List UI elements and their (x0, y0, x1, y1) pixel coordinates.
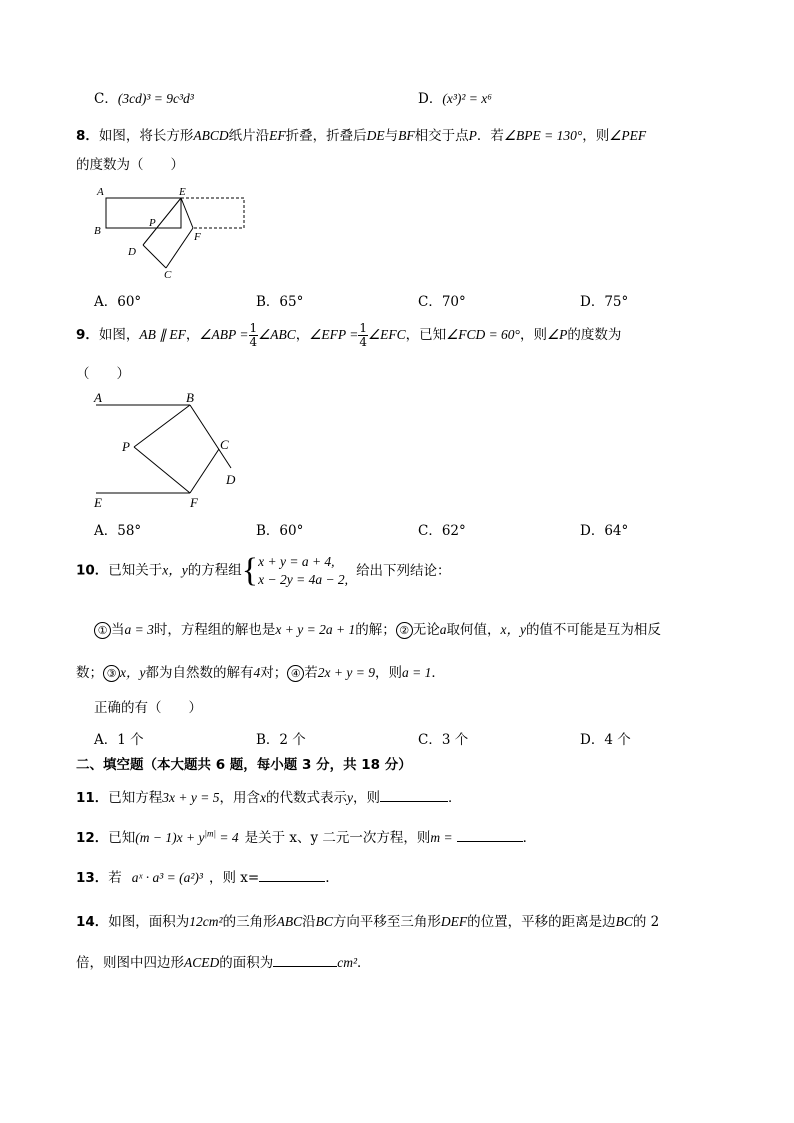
label-f: F (190, 495, 198, 510)
option-label: D． (418, 91, 443, 107)
q8-figure (88, 180, 253, 280)
fraction-one-quarter: $\frac{1}{4}$ (249, 321, 258, 349)
q9-stem-line1 (76, 318, 621, 352)
label-d: D (128, 246, 136, 258)
q9-figure (88, 387, 248, 512)
q9-stem-line2: （ ） (76, 366, 130, 382)
option-label: C． (418, 732, 442, 748)
conclusion-4-marker: ④ (287, 665, 304, 682)
q9-option-b[interactable] (256, 519, 303, 539)
question-number: 13． (76, 870, 109, 886)
segment-dc (143, 245, 166, 268)
stem-var: EF (269, 128, 286, 143)
option-value: 60° (117, 294, 142, 310)
stem-text: ，则 (519, 327, 547, 343)
segment-fc (190, 449, 219, 493)
answer-blank[interactable] (380, 787, 448, 802)
stem-text: 与 (384, 128, 399, 144)
option-value: 70° (441, 294, 466, 310)
stem-var: ABCD (193, 128, 229, 143)
fraction-one-quarter: $\frac{1}{4}$ (359, 321, 367, 349)
conclusion-1-marker: ① (94, 622, 111, 639)
question-number: 10． (76, 562, 109, 579)
q8-stem-line1 (76, 124, 646, 144)
option-value: 75° (604, 294, 629, 310)
option-value: 58° (117, 523, 142, 539)
question-number: 14． (76, 914, 109, 930)
q8-stem-line2: 的度数为（ ） (76, 157, 184, 173)
stem-text: ，已知 (405, 327, 447, 343)
stem-var: P (468, 128, 477, 143)
stem-text: 已知关于 (108, 562, 163, 579)
option-label: C． (418, 294, 442, 310)
label-b: B (186, 390, 194, 405)
q10-option-b[interactable] (256, 728, 306, 748)
rectangle-left-part (106, 198, 181, 228)
q10-conclusions-line1: ① 当a = 3时，方程组的解也是x + y = 2a + 1的解； ② 无论a取何值，x，y的值不可能是互为相反 (94, 618, 661, 639)
answer-blank[interactable] (457, 827, 523, 842)
stem-text: ， (295, 327, 310, 343)
q9-option-d[interactable] (580, 519, 628, 539)
option-value: 4 个 (604, 732, 631, 748)
equation-system (258, 553, 348, 589)
q10-option-c[interactable] (418, 728, 468, 748)
label-p: P (149, 217, 156, 229)
option-value: 64° (604, 523, 629, 539)
option-label: C． (418, 523, 442, 539)
stem-text: 如图，将长方形 (98, 128, 194, 144)
label-e: E (94, 495, 102, 510)
stem-expr: ∠ABP = (199, 327, 249, 342)
fold-line-ef (181, 198, 193, 228)
stem-text: 的度数为 (567, 327, 622, 343)
label-d: D (226, 472, 236, 487)
stem-var: BF (398, 128, 415, 143)
option-label: C． (94, 91, 118, 107)
section-title: 二、填空题（本大题共 6 题，每小题 3 分，共 18 分） (76, 757, 412, 773)
option-label: D． (580, 732, 605, 748)
option-value: 65° (279, 294, 304, 310)
stem-var: DE (366, 128, 385, 143)
q8-option-d[interactable] (580, 290, 628, 310)
label-f: F (194, 231, 201, 243)
system-brace: { (241, 552, 259, 589)
exponent: |m| (204, 828, 216, 839)
q9-option-c[interactable] (418, 519, 466, 539)
q11-stem: 11．已知方程3x + y = 5，用含x的代数式表示y，则 ． (76, 786, 462, 806)
rectangle-dashed-part (181, 198, 244, 228)
q10-option-a[interactable] (94, 728, 144, 748)
option-expression: (x³)² = x⁶ (442, 91, 492, 106)
question-number: 12． (76, 830, 109, 846)
stem-angle: ∠BPE = 130° (503, 128, 583, 143)
option-label: A． (94, 294, 118, 310)
stem-text: 如图， (98, 327, 140, 343)
option-value: 2 个 (279, 732, 306, 748)
stem-text: ， (185, 327, 200, 343)
stem-text: 相交于点 (414, 128, 469, 144)
option-label: B． (256, 732, 280, 748)
label-c: C (164, 269, 172, 280)
q8-option-c[interactable] (418, 290, 466, 310)
answer-blank[interactable] (273, 952, 337, 967)
option-value: 3 个 (441, 732, 469, 748)
label-e: E (179, 186, 186, 198)
option-label: D． (580, 294, 605, 310)
conclusion-2-marker: ② (396, 622, 413, 639)
label-b: B (94, 225, 101, 237)
stem-expr: ∠EFC (367, 327, 406, 342)
stem-text: ．若 (476, 128, 504, 144)
stem-var: x，y (162, 562, 188, 578)
option-value: 62° (441, 523, 466, 539)
q10-option-d[interactable] (580, 728, 631, 748)
segment-pf (134, 447, 190, 493)
equation-1: x + y = a + 4, (258, 554, 335, 569)
q7-option-c (94, 87, 194, 107)
option-label: D． (580, 523, 605, 539)
q12-stem: 12．已知$(m - 1)x + y^{|m|} = 4$ 是关于 x、y 二元一次方程，则m = ． (76, 828, 537, 846)
stem-expr: AB ∥ EF (139, 327, 186, 342)
question-number: 8． (76, 128, 99, 144)
q10-conclusions-line2: 数； ③ x，y都为自然数的解有4对； ④ 若2x + y = 9，则a = 1． (76, 665, 445, 681)
q7-option-d (418, 87, 492, 107)
stem-expr: ∠ABC (258, 327, 296, 342)
conclusion-3-marker: ③ (103, 665, 120, 682)
q9-option-a[interactable] (94, 519, 141, 539)
label-p: P (122, 439, 130, 454)
stem-expr: ∠EFP = (309, 327, 359, 342)
option-label: A． (94, 732, 118, 748)
q8-option-b[interactable] (256, 290, 303, 310)
stem-text: ，则 (582, 128, 610, 144)
label-a: A (97, 186, 104, 198)
label-c: C (220, 437, 229, 452)
stem-expr: ∠P (546, 327, 568, 342)
option-label: A． (94, 523, 118, 539)
q14-stem-line1: 14．如图，面积为12cm²的三角形ABC沿BC方向平移至三角形DEF的位置，平移的距离是边BC的 2 (76, 914, 660, 930)
question-number: 9． (76, 327, 99, 343)
q13-stem: 13．若 aˣ · a³ = (a²)³ ，则 x= . (76, 866, 330, 886)
question-number: 11． (76, 790, 109, 806)
q14-stem-line2: 倍，则图中四边形ACED的面积为 cm²． (76, 951, 371, 971)
option-value: 60° (279, 523, 304, 539)
segment-bp (134, 405, 190, 447)
stem-angle: ∠PEF (609, 128, 647, 143)
answer-blank[interactable] (259, 867, 325, 882)
equation-2: x − 2y = 4a − 2, (258, 572, 349, 587)
label-a: A (94, 390, 102, 405)
q8-option-a[interactable] (94, 290, 141, 310)
option-value: 1 个 (117, 732, 144, 748)
stem-text: 纸片沿 (228, 128, 270, 144)
segment-cf (166, 228, 193, 268)
q10-stem-line1 (76, 553, 451, 589)
option-label: B． (256, 294, 280, 310)
option-label: B． (256, 523, 280, 539)
q10-prompt: 正确的有（ ） (94, 700, 202, 716)
option-expression: (3cd)³ = 9c³d³ (117, 91, 194, 106)
stem-text: 给出下列结论： (356, 562, 451, 579)
stem-text: 的方程组 (187, 562, 242, 579)
stem-expr: ∠FCD = 60° (446, 327, 520, 342)
stem-text: 折叠，折叠后 (285, 128, 367, 144)
